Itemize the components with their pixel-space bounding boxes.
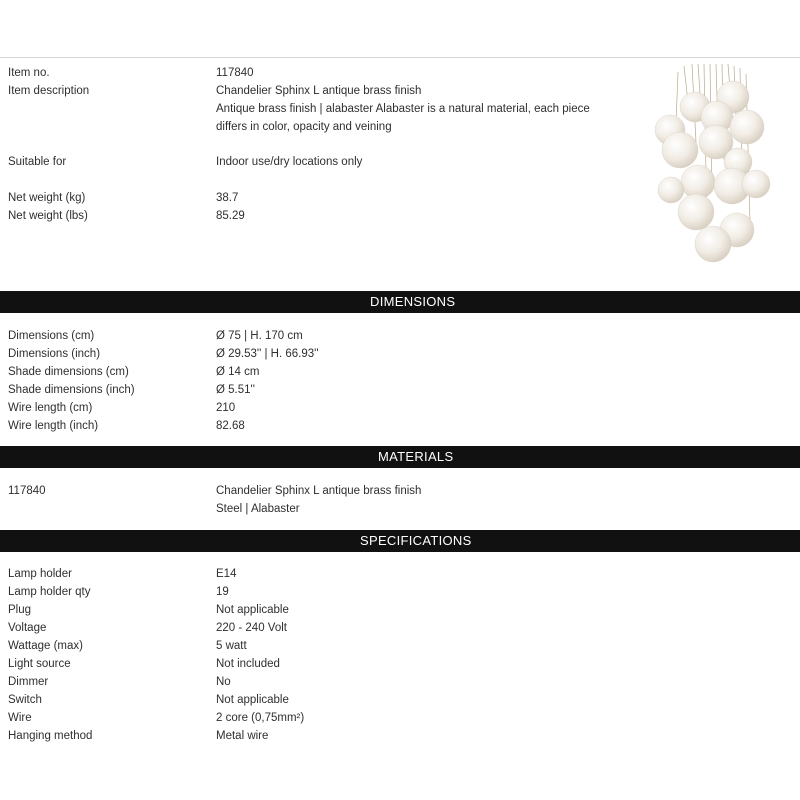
spec-label: Voltage [8, 622, 47, 634]
spec-value: Not applicable [216, 604, 289, 616]
info-value: Antique brass finish | alabaster Alabaster is a natural material, each piece [216, 103, 590, 115]
dimensions-row [0, 327, 800, 345]
spec-label: Hanging method [8, 730, 93, 742]
spec-label: Dimmer [8, 676, 49, 688]
spec-value: Metal wire [216, 730, 269, 742]
materials-row [0, 500, 800, 518]
dimensions-row [0, 417, 800, 435]
spec-row [0, 655, 800, 673]
dimensions-label: Shade dimensions (inch) [8, 384, 135, 396]
dimensions-value: Ø 14 cm [216, 366, 260, 378]
specifications-section-header [0, 530, 800, 552]
spec-row [0, 565, 800, 583]
spec-value: 220 - 240 Volt [216, 622, 287, 634]
info-value: Chandelier Sphinx L antique brass finish [216, 85, 422, 97]
spec-value: 2 core (0,75mm²) [216, 712, 305, 724]
dimensions-row [0, 363, 800, 381]
dimensions-label: Shade dimensions (cm) [8, 366, 129, 378]
info-value: differs in color, opacity and veining [216, 121, 392, 133]
spec-label: Wattage (max) [8, 640, 83, 652]
top-divider [0, 57, 800, 58]
spec-value: 19 [216, 586, 229, 598]
materials-row [0, 482, 800, 500]
info-value: 117840 [216, 67, 254, 79]
dimensions-value: Ø 5.51'' [216, 384, 255, 396]
spec-row [0, 709, 800, 727]
dimensions-value: Ø 75 | H. 170 cm [216, 330, 303, 342]
dimensions-value: 210 [216, 402, 236, 414]
info-label: Suitable for [8, 156, 67, 168]
spec-row [0, 673, 800, 691]
spec-value: 5 watt [216, 640, 247, 652]
dimensions-value: Ø 29.53'' | H. 66.93'' [216, 348, 319, 360]
dimensions-label: Wire length (inch) [8, 420, 99, 432]
spec-row [0, 637, 800, 655]
spec-label: Plug [8, 604, 32, 616]
specifications-title: SPECIFICATIONS [360, 533, 472, 548]
materials-title: MATERIALS [378, 449, 454, 464]
dimensions-row [0, 345, 800, 363]
info-value: 38.7 [216, 192, 239, 204]
spec-value: E14 [216, 568, 237, 580]
dimensions-label: Wire length (cm) [8, 402, 93, 414]
spec-row [0, 691, 800, 709]
info-value: Indoor use/dry locations only [216, 156, 363, 168]
spec-label: Lamp holder qty [8, 586, 91, 598]
dimensions-label: Dimensions (cm) [8, 330, 95, 342]
info-label: Item description [8, 85, 90, 97]
spec-value: Not included [216, 658, 280, 670]
spec-label: Lamp holder [8, 568, 72, 580]
spec-row [0, 601, 800, 619]
spec-row [0, 619, 800, 637]
dimensions-title: DIMENSIONS [370, 294, 456, 309]
dimensions-label: Dimensions (inch) [8, 348, 101, 360]
materials-section-header [0, 446, 800, 468]
info-label: Net weight (kg) [8, 192, 86, 204]
dimensions-section-header [0, 291, 800, 313]
spec-row [0, 583, 800, 601]
spec-value: Not applicable [216, 694, 289, 706]
materials-value: Chandelier Sphinx L antique brass finish [216, 485, 422, 497]
spec-label: Wire [8, 712, 32, 724]
materials-value: Steel | Alabaster [216, 503, 300, 515]
dimensions-value: 82.68 [216, 420, 245, 432]
dimensions-row [0, 399, 800, 417]
dimensions-row [0, 381, 800, 399]
spec-row [0, 727, 800, 745]
spec-label: Light source [8, 658, 71, 670]
info-label: Item no. [8, 67, 50, 79]
spec-label: Switch [8, 694, 42, 706]
materials-label: 117840 [8, 485, 46, 497]
chandelier-product-image [640, 62, 780, 272]
info-value: 85.29 [216, 210, 245, 222]
info-label: Net weight (lbs) [8, 210, 88, 222]
spec-value: No [216, 676, 231, 688]
